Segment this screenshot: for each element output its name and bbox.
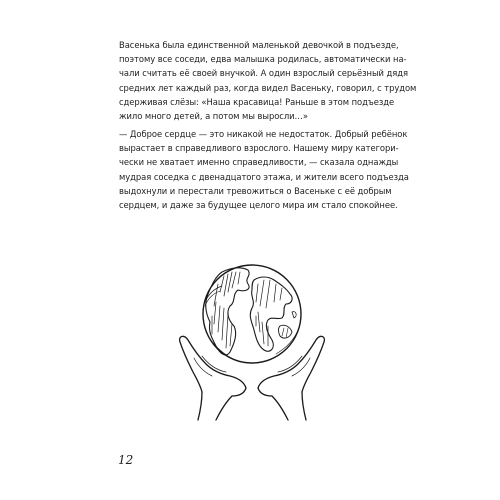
paragraph-2 <box>119 127 409 212</box>
text-line: сдерживая слёзы: «Наша красавица! Раньше в этом подъезде <box>119 96 395 107</box>
text-line: чали считать её своей внучкой. А один взрослый серьёзный дядя <box>119 68 408 79</box>
text-line: жило много детей, а потом мы выросли…» <box>119 111 308 122</box>
globe-in-hands-icon <box>172 262 332 422</box>
text-line: — Доброе сердце — это никакой не недостаток. Добрый ребёнок <box>119 129 408 139</box>
text-line: сердцем, и даже за будущее целого мира им стало спокойнее. <box>119 200 398 211</box>
paragraph-1 <box>119 38 417 123</box>
text-line: поэтому все соседи, едва малышка родилась, автоматически на- <box>119 54 407 65</box>
text-line: чески не хватает именно справедливости, — сказала однажды <box>119 157 399 168</box>
text-line: выдохнули и перестали тревожиться о Васеньке с её добрым <box>119 185 392 196</box>
text-line: мудрая соседка с двенадцатого этажа, и жители всего подъезда <box>119 171 409 182</box>
text-line: средних лет каждый раз, когда видел Васеньку, говорил, с трудом <box>119 82 417 93</box>
text-line: вырастает в справедливого взрослого. Нашему миру категори- <box>119 143 399 154</box>
text-line: Васенька была единственной маленькой девочкой в подъезде, <box>119 40 399 50</box>
page-number: 12 <box>118 453 134 467</box>
